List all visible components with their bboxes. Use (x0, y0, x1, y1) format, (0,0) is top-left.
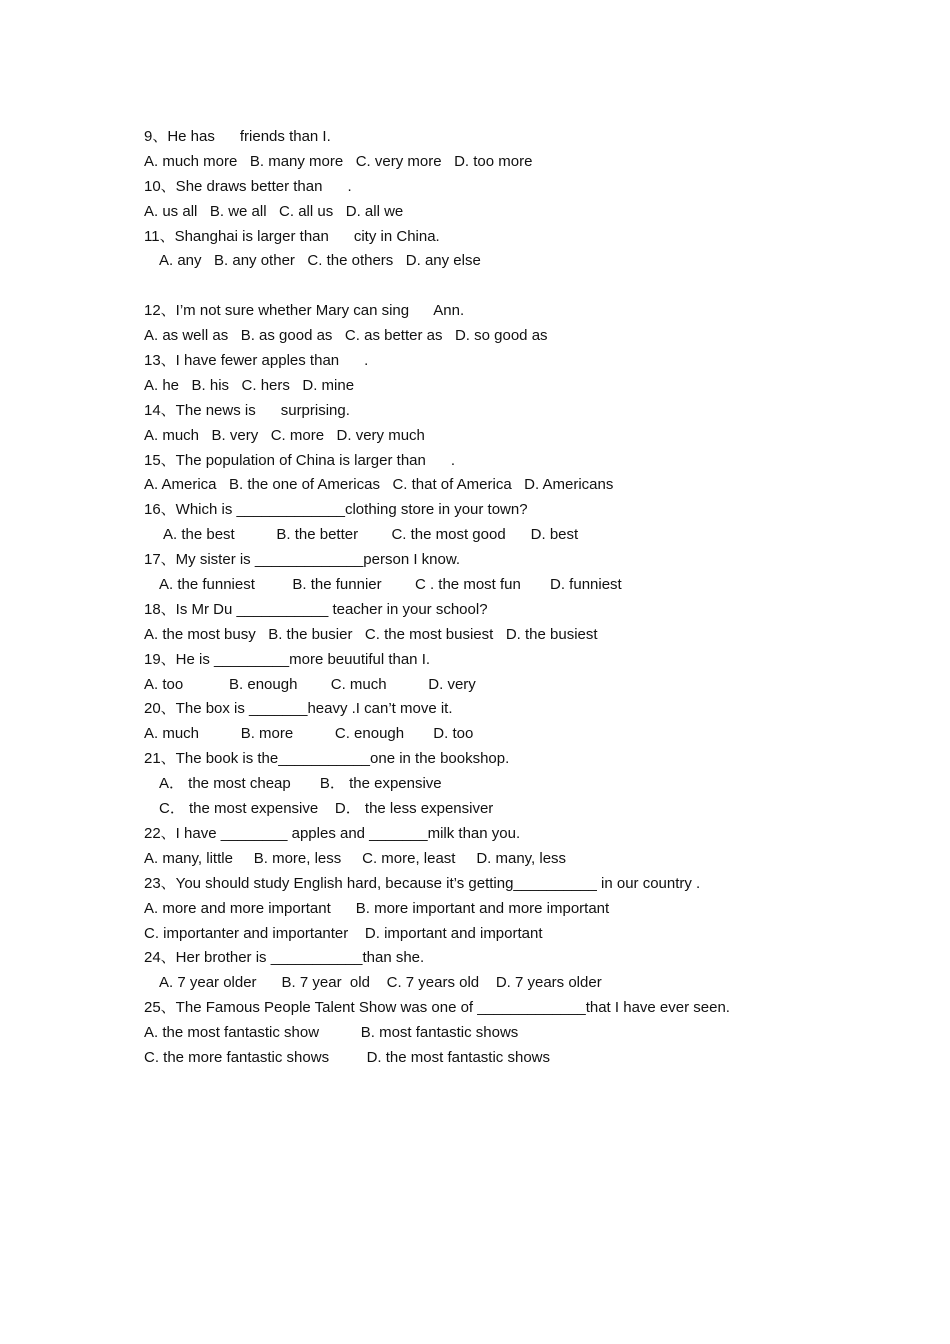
question-21-stem: 21、The book is the___________one in the bookshop. (144, 750, 510, 768)
question-13-stem: 13、I have fewer apples than . (144, 352, 369, 370)
question-16-stem: 16、Which is _____________clothing store in your town? (144, 501, 528, 519)
question-24-stem: 24、Her brother is ___________than she. (144, 949, 425, 967)
question-9-options: A. much more B. many more C. very more D. too more (144, 152, 533, 170)
question-20-options: A. much B. more C. enough D. too (144, 725, 474, 743)
question-24-options: A. 7 year older B. 7 year old C. 7 years old D. 7 years older (159, 974, 602, 992)
question-11-options: A. any B. any other C. the others D. any else (159, 252, 481, 270)
question-19-stem: 19、He is _________more beuutiful than I. (144, 650, 431, 668)
question-12-stem: 12、I’m not sure whether Mary can sing Ann. (144, 302, 465, 320)
question-22-options: A. many, little B. more, less C. more, least D. many, less (144, 849, 567, 867)
question-19-options: A. too B. enough C. much D. very (144, 675, 476, 693)
question-18-stem: 18、Is Mr Du ___________ teacher in your school? (144, 600, 488, 618)
question-18-options: A. the most busy B. the busier C. the most busiest D. the busiest (144, 625, 598, 643)
question-25-stem: 25、The Famous People Talent Show was one of _____________that I have ever seen. (144, 999, 730, 1017)
question-21-options-1: A． the most cheap B． the expensive (159, 775, 442, 793)
question-13-options: A. he B. his C. hers D. mine (144, 376, 355, 394)
question-23-options-2: C. importanter and importanter D. important and important (144, 924, 543, 942)
question-list (144, 125, 844, 1071)
question-14-options: A. much B. very C. more D. very much (144, 426, 425, 444)
question-11-stem: 11、Shanghai is larger than city in China. (144, 227, 440, 245)
question-10-options: A. us all B. we all C. all us D. all we (144, 202, 404, 220)
question-25-options-2: C. the more fantastic shows D. the most fantastic shows (144, 1048, 550, 1066)
question-20-stem: 20、The box is _______heavy .I can’t move it. (144, 700, 453, 718)
question-17-stem: 17、My sister is _____________person I know. (144, 551, 461, 569)
question-23-stem: 23、You should study English hard, because it’s getting__________ in our country . (144, 874, 701, 892)
question-15-stem: 15、The population of China is larger than . (144, 451, 456, 469)
question-14-stem: 14、The news is surprising. (144, 401, 350, 419)
question-21-options-2: C． the most expensive D． the less expensiver (159, 800, 494, 818)
spacer (144, 274, 844, 299)
question-10-stem: 10、She draws better than . (144, 177, 352, 195)
question-12-options: A. as well as B. as good as C. as better as D. so good as (144, 327, 548, 345)
question-25-options-1: A. the most fantastic show B. most fantastic shows (144, 1024, 519, 1042)
question-22-stem: 22、I have ________ apples and _______milk than you. (144, 824, 521, 842)
question-23-options-1: A. more and more important B. more important and more important (144, 899, 610, 917)
question-15-options: A. America B. the one of Americas C. that of America D. Americans (144, 476, 614, 494)
question-9-stem: 9、He has friends than I. (144, 128, 331, 145)
question-16-options: A. the best B. the better C. the most good D. best (163, 526, 579, 544)
question-17-options: A. the funniest B. the funnier C . the most fun D. funniest (159, 576, 622, 594)
